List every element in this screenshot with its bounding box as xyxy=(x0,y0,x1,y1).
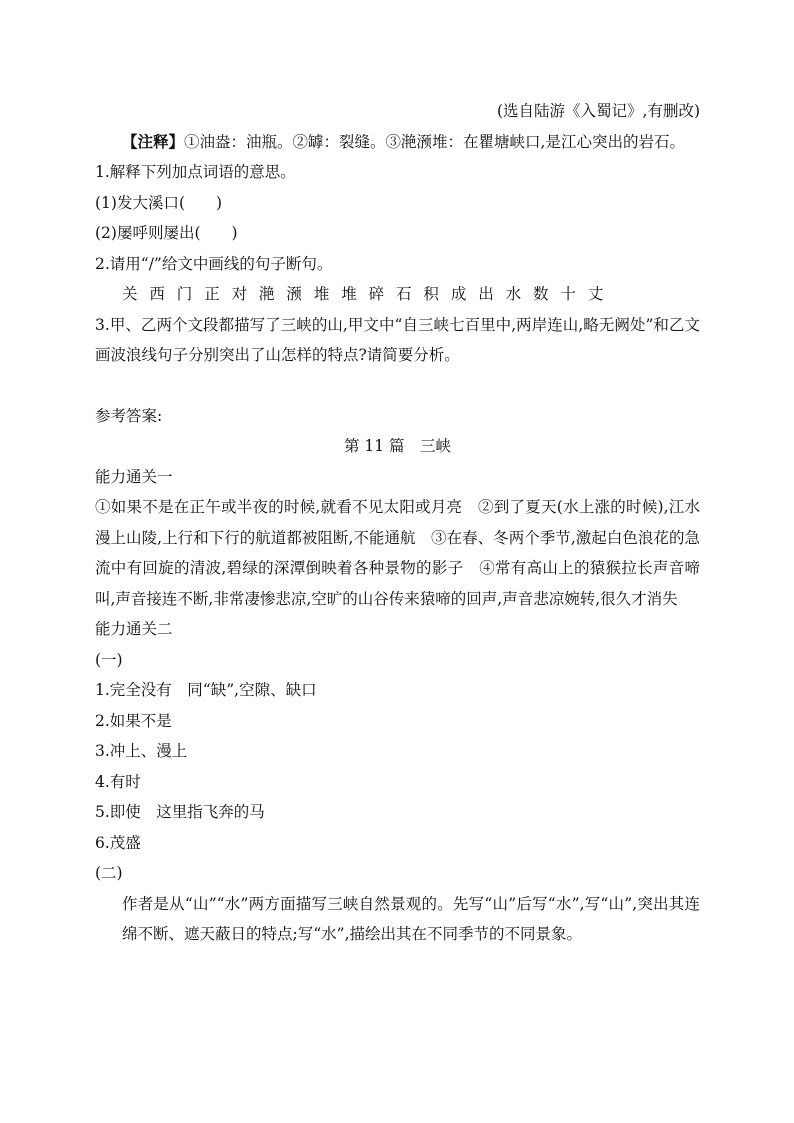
question-1-item-a: (1)发大溪口( ) xyxy=(95,193,223,212)
answers-header: 参考答案: xyxy=(95,406,163,425)
source-citation: (选自陆游《入蜀记》,有删改) xyxy=(496,102,700,120)
answer-item: 3.冲上、漫上 xyxy=(95,742,188,760)
answers-title: 第 11 篇 三峡 xyxy=(343,437,452,455)
section-1-heading: 能力通关一 xyxy=(95,467,173,486)
document-page xyxy=(95,96,700,950)
answer-item: 1.完全没有 同“缺”,空隙、缺口 xyxy=(95,681,317,699)
annotation-text: ①油盎：油瓶。②罅：裂缝。③滟滪堆：在瞿塘峡口,是江心突出的岩石。 xyxy=(184,132,685,151)
section-gap xyxy=(95,371,700,401)
question-3: 3.甲、乙两个文段都描写了三峡的山,甲文中“自三峡七百里中,两岸连山,略无阙处”和乙文画波浪线句子分别突出了山怎样的特点?请简要分析。 xyxy=(95,315,700,364)
section-2-heading: 能力通关二 xyxy=(95,620,173,638)
section-1-answer: ①如果不是在正午或半夜的时候,就看不见太阳或月亮 ②到了夏天(水上涨的时候),江水漫上山陵,上行和下行的航道都被阻断,不能通航 ③在春、冬两个季节,激起白色浪花的急流中有回旋的清波,碧绿的深潭倒映着各种景物的影子 ④常有高山上的猿猴拉长声音啼叫,声音接连不断,非常凄惨悲凉,空旷的山谷传来猿啼的回声,声音悲凉婉转,很久才消失 xyxy=(95,498,700,608)
part-2-answer: 作者是从“山”“水”两方面描写三峡自然景观的。先写“山”后写“水”,写“山”,突出其连绵不断、遮天蔽日的特点;写“水”,描绘出其在不同季节的不同景象。 xyxy=(122,894,700,943)
answer-item: 2.如果不是 xyxy=(95,711,172,730)
question-1: 1.解释下列加点词语的意思。 xyxy=(95,163,296,181)
annotation-label: 【注释】 xyxy=(122,131,185,151)
question-1-item-b: (2)屡呼则屡出( ) xyxy=(95,224,238,242)
annotation-note xyxy=(95,127,700,158)
question-2-sentence: 关 西 门 正 对 滟 滪 堆 堆 碎 石 积 成 出 水 数 十 丈 xyxy=(122,285,605,303)
question-2: 2.请用“/”给文中画线的句子断句。 xyxy=(95,254,333,273)
answer-item: 5.即使 这里指飞奔的马 xyxy=(95,803,265,821)
part-1-heading: (一) xyxy=(95,650,123,669)
answer-item: 4.有时 xyxy=(95,772,141,791)
answer-item: 6.茂盛 xyxy=(95,833,141,852)
part-2-heading: (二) xyxy=(95,864,123,882)
